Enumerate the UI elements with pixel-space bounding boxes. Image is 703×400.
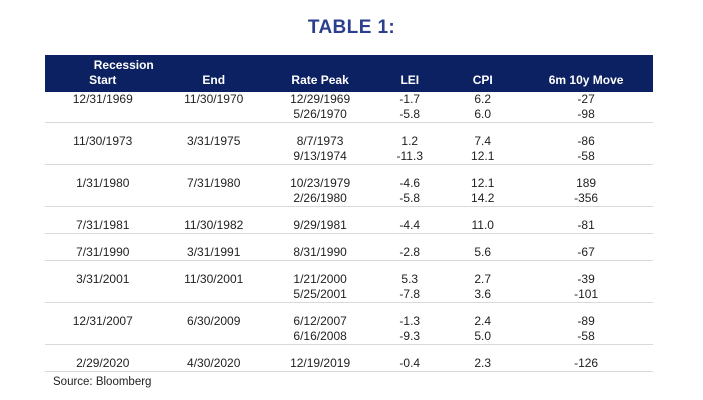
cell-recession-start: 7/31/1981 (76, 218, 130, 232)
cell-lei: -9.3 (399, 329, 421, 343)
cell-cpi: 6.0 (474, 107, 492, 121)
cell-rate-peak: 9/13/1974 (293, 149, 347, 163)
header-start-label: Start (89, 73, 117, 87)
group-spacer (45, 123, 653, 135)
cell-move: 189 (576, 176, 597, 190)
recession-group (45, 134, 653, 165)
cell-cpi: 12.1 (471, 176, 495, 190)
cell-move: -39 (577, 272, 595, 286)
group-spacer (45, 345, 653, 357)
spacer-cell (45, 261, 653, 273)
cell-cpi: 7.4 (474, 134, 492, 148)
cell-cpi: 3.6 (474, 287, 492, 301)
cell-recession-end: 3/31/1975 (187, 134, 241, 148)
recession-group (45, 218, 653, 234)
cell-recession-end: 11/30/1970 (184, 92, 244, 106)
header-rate-peak-label: Rate Peak (291, 73, 349, 87)
spacer-cell (45, 207, 653, 219)
recession-table (45, 55, 653, 372)
source-note: Source: Bloomberg (53, 376, 152, 388)
group-spacer (45, 234, 653, 246)
spacer-cell (45, 345, 653, 357)
cell-cpi: 2.4 (474, 314, 492, 328)
table-row (45, 245, 653, 261)
cell-recession-end: 7/31/1980 (187, 176, 241, 190)
spacer-cell (45, 303, 653, 315)
cell-recession-start: 3/31/2001 (76, 272, 130, 286)
cell-lei: -1.3 (399, 314, 421, 328)
group-spacer (45, 303, 653, 315)
header-move-label: 6m 10y Move (548, 73, 624, 87)
recession-group (45, 92, 653, 123)
cell-move: -101 (574, 287, 599, 301)
cell-rate-peak: 10/23/1979 (290, 176, 351, 190)
cell-recession-end: 11/30/1982 (184, 218, 244, 232)
group-spacer (45, 165, 653, 177)
cell-recession-start: 1/31/1980 (76, 176, 130, 190)
cell-lei: -7.8 (399, 287, 421, 301)
cell-lei: 5.3 (401, 272, 419, 286)
cell-rate-peak: 12/29/1969 (290, 92, 351, 106)
cell-cpi: 6.2 (474, 92, 492, 106)
cell-lei: -1.7 (399, 92, 421, 106)
recession-group (45, 272, 653, 303)
spacer-cell (45, 123, 653, 135)
cell-rate-peak: 8/7/1973 (296, 134, 344, 148)
header-end-label: End (202, 73, 226, 87)
cell-recession-start: 12/31/1969 (72, 92, 133, 106)
cell-rate-peak: 6/12/2007 (293, 314, 347, 328)
table-row (45, 176, 653, 191)
recession-group (45, 314, 653, 345)
cell-cpi: 2.3 (474, 356, 492, 370)
cell-recession-end: 6/30/2009 (187, 314, 241, 328)
cell-rate-peak: 9/29/1981 (293, 218, 347, 232)
cell-move: -89 (577, 314, 595, 328)
header-row (45, 55, 653, 92)
cell-rate-peak: 2/26/1980 (293, 191, 347, 205)
table-row (45, 134, 653, 149)
group-spacer (45, 207, 653, 219)
cell-recession-end: 11/30/2001 (184, 272, 244, 286)
cell-move: -67 (577, 245, 595, 259)
cell-lei: -5.8 (399, 107, 421, 121)
cell-move: -126 (574, 356, 599, 370)
cell-rate-peak: 6/16/2008 (293, 329, 347, 343)
cell-cpi: 5.0 (474, 329, 492, 343)
cell-move: -98 (577, 107, 595, 121)
cell-rate-peak: 8/31/1990 (293, 245, 347, 259)
spacer-cell (45, 234, 653, 246)
cell-lei: -0.4 (399, 356, 421, 370)
cell-cpi: 11.0 (471, 218, 494, 232)
cell-cpi: 2.7 (474, 272, 492, 286)
spacer-cell (45, 165, 653, 177)
cell-recession-start: 7/31/1990 (76, 245, 130, 259)
header-lei-label: LEI (400, 73, 420, 87)
group-spacer (45, 261, 653, 273)
cell-rate-peak: 12/19/2019 (290, 356, 351, 370)
cell-recession-start: 11/30/1973 (73, 134, 133, 148)
col-header-recession-start (45, 55, 161, 92)
cell-move: -86 (577, 134, 595, 148)
recession-group (45, 356, 653, 372)
cell-lei: -4.6 (399, 176, 421, 190)
table-row (45, 92, 653, 107)
cell-lei: -2.8 (399, 245, 421, 259)
cell-rate-peak: 5/25/2001 (293, 287, 347, 301)
table-row (45, 272, 653, 287)
cell-cpi: 12.1 (471, 149, 495, 163)
cell-recession-end: 4/30/2020 (187, 356, 241, 370)
col-header-rate-peak (267, 55, 373, 92)
cell-recession-start: 12/31/2007 (72, 314, 133, 328)
header-cpi-label: CPI (472, 73, 493, 87)
table-row (45, 314, 653, 329)
table-row (45, 356, 653, 372)
cell-lei: -5.8 (399, 191, 421, 205)
cell-move: -58 (577, 329, 595, 343)
cell-move: -27 (577, 92, 595, 106)
recession-group (45, 176, 653, 207)
header-recession-label: Recession (93, 58, 154, 72)
table-wrap (45, 55, 653, 388)
cell-lei: -4.4 (399, 218, 421, 232)
cell-move: -81 (577, 218, 595, 232)
cell-rate-peak: 5/26/1970 (293, 107, 347, 121)
table-header (45, 55, 653, 92)
cell-lei: 1.2 (401, 134, 419, 148)
col-header-cpi (446, 55, 519, 92)
cell-cpi: 5.6 (474, 245, 492, 259)
cell-cpi: 14.2 (471, 191, 495, 205)
cell-rate-peak: 1/21/2000 (293, 272, 347, 286)
table-title: TABLE 1: (307, 17, 396, 38)
cell-move: -356 (574, 191, 599, 205)
cell-lei: -11.3 (396, 149, 423, 163)
table-row (45, 218, 653, 234)
cell-recession-end: 3/31/1991 (187, 245, 241, 259)
col-header-move (519, 55, 653, 92)
col-header-lei (373, 55, 446, 92)
recession-group (45, 245, 653, 261)
cell-recession-start: 2/29/2020 (76, 356, 130, 370)
cell-move: -58 (577, 149, 595, 163)
